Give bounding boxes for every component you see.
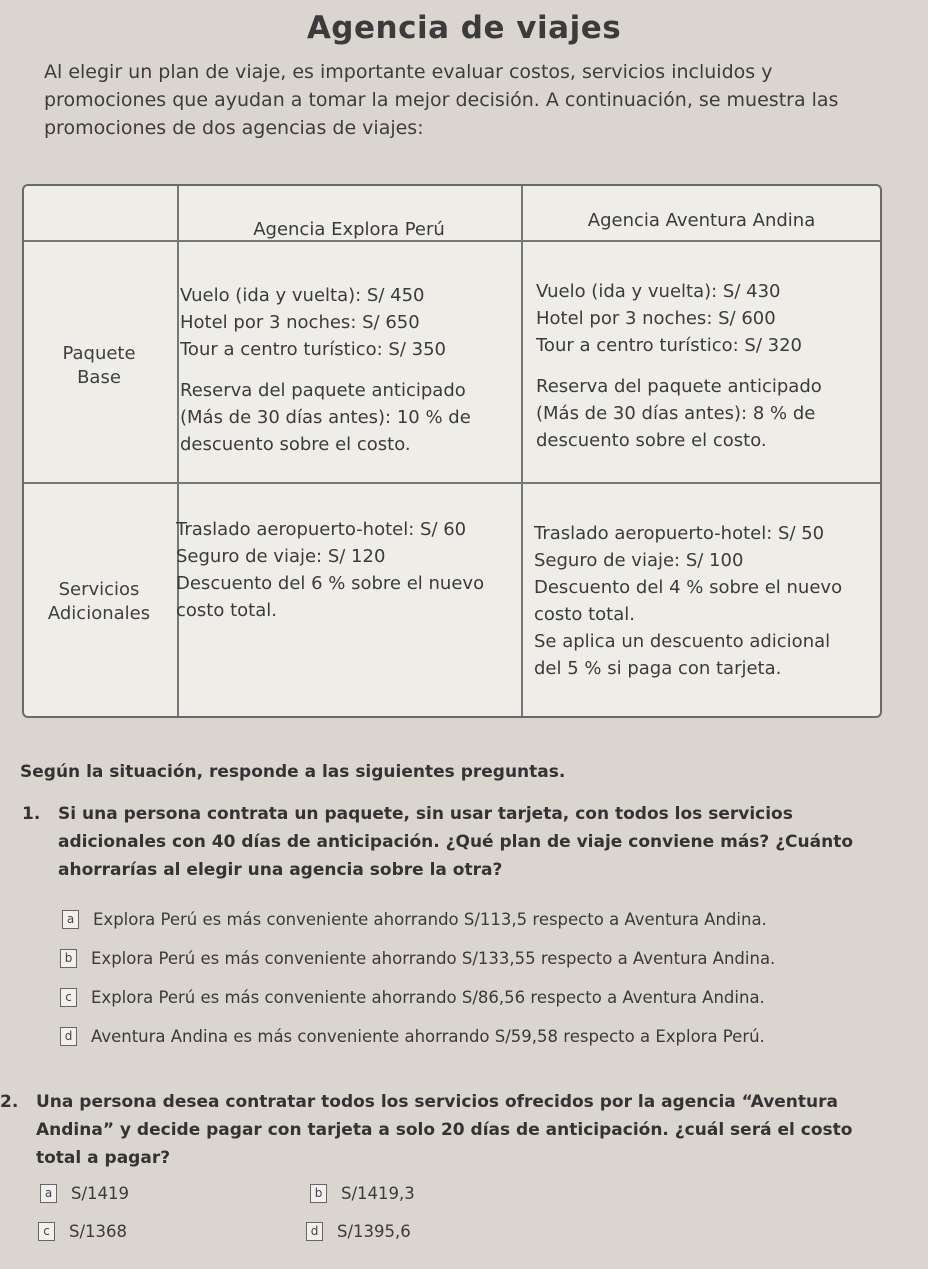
option-text: Explora Perú es más conveniente ahorrando S/86,56 respecto a Aventura Andina.	[91, 988, 765, 1007]
q2-option-b[interactable]	[310, 1184, 415, 1203]
q1-option-d[interactable]	[60, 1027, 765, 1046]
cell-aventura-servicios: Traslado aeropuerto-hotel: S/ 50 Seguro de viaje: S/ 100 Descuento del 4 % sobre el nuevo costo total. Se aplica un descuento adicional del 5 % si paga con tarjeta.	[534, 523, 843, 679]
cell-aventura-paquete: Vuelo (ida y vuelta): S/ 430 Hotel por 3 noches: S/ 600 Tour a centro turístico: S/ 320 Reserva del paquete anticipado (Más de 30 días antes): 8 % de descuento sobre el costo.	[536, 281, 822, 451]
cell-explora-paquete: Vuelo (ida y vuelta): S/ 450 Hotel por 3 noches: S/ 650 Tour a centro turístico: S/ 350 Reserva del paquete anticipado (Más de 30 días antes): 10 % de descuento sobre el costo.	[180, 285, 471, 455]
option-text: S/1368	[69, 1222, 128, 1241]
q2-option-d[interactable]	[306, 1222, 411, 1241]
option-text: Aventura Andina es más conveniente ahorrando S/59,58 respecto a Explora Perú.	[91, 1027, 765, 1046]
q1-option-b[interactable]	[60, 949, 775, 968]
option-text: S/1419,3	[341, 1184, 415, 1203]
question-number: 2.	[0, 1092, 19, 1112]
question-text: Si una persona contrata un paquete, sin usar tarjeta, con todos los servicios adicionales con 40 días de anticipación. ¿Qué plan de viaje conviene más? ¿Cuánto ahorrarías al elegir una agencia sobre la otra?	[58, 804, 854, 880]
header-aventura: Agencia Aventura Andina	[587, 210, 816, 231]
option-text: Explora Perú es más conveniente ahorrando S/133,55 respecto a Aventura Andina.	[91, 949, 776, 968]
q2-option-a[interactable]	[40, 1184, 129, 1203]
option-letter: c	[38, 1222, 55, 1241]
intro-paragraph: Al elegir un plan de viaje, es importante evaluar costos, servicios incluidos y promociones que ayudan a tomar la mejor decisión. A continuación, se muestra las promociones de dos agencias de viajes:	[44, 61, 839, 139]
question-text: Una persona desea contratar todos los servicios ofrecidos por la agencia “Aventura Andina” y decide pagar con tarjeta a solo 20 días de anticipación. ¿cuál será el costo total a pagar?	[36, 1092, 853, 1168]
option-letter: d	[306, 1222, 323, 1241]
row-label-paquete-base: Paquete Base	[62, 343, 136, 388]
comparison-table	[22, 184, 882, 718]
option-text: Explora Perú es más conveniente ahorrando S/113,5 respecto a Aventura Andina.	[93, 910, 767, 929]
instructions: Según la situación, responde a las siguientes preguntas.	[20, 762, 566, 782]
header-explora: Agencia Explora Perú	[253, 219, 445, 240]
question-1	[22, 800, 892, 884]
q2-option-c[interactable]	[38, 1222, 127, 1241]
option-letter: c	[60, 988, 77, 1007]
q1-option-c[interactable]	[60, 988, 765, 1007]
page-title: Agencia de viajes	[306, 10, 622, 46]
option-text: S/1419	[71, 1184, 130, 1203]
cell-explora-servicios: Traslado aeropuerto-hotel: S/ 60 Seguro de viaje: S/ 120 Descuento del 6 % sobre el nuevo costo total.	[176, 519, 485, 621]
option-letter: d	[60, 1027, 77, 1046]
option-letter: a	[62, 910, 79, 929]
question-2	[0, 1088, 900, 1172]
option-letter: b	[60, 949, 77, 968]
option-letter: a	[40, 1184, 57, 1203]
question-number: 1.	[22, 804, 41, 824]
option-letter: b	[310, 1184, 327, 1203]
q1-option-a[interactable]	[62, 910, 767, 929]
option-text: S/1395,6	[337, 1222, 411, 1241]
row-label-servicios-adicionales: Servicios Adicionales	[47, 579, 151, 624]
